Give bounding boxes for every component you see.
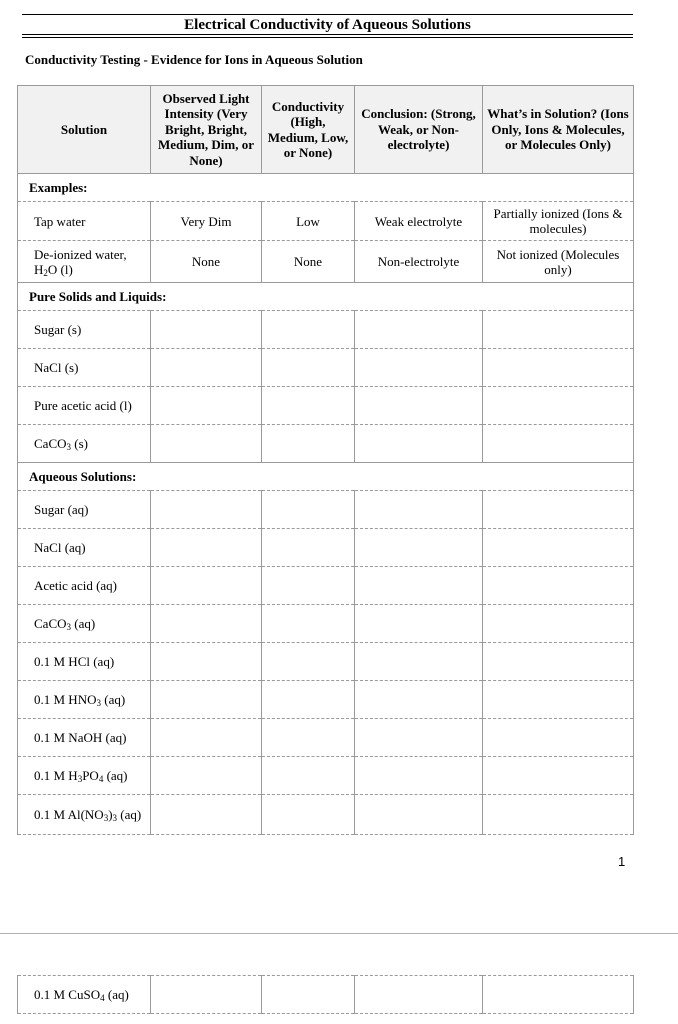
cell-conductivity	[262, 567, 355, 605]
cell-light	[151, 425, 262, 463]
cell-solution	[18, 643, 151, 681]
cell-conductivity: Low	[262, 202, 355, 241]
cell-conclusion	[355, 719, 483, 757]
examples-label: Examples:	[29, 179, 88, 195]
cell-light	[151, 795, 262, 835]
cell-conclusion	[355, 349, 483, 387]
solution-text: O (l)	[47, 261, 73, 277]
solution-text: NaCl (s)	[34, 360, 79, 375]
title-rule-bottom	[22, 34, 633, 35]
table-row	[18, 681, 634, 719]
cell-light	[151, 976, 262, 1014]
cell-contents	[483, 976, 634, 1014]
section-row-examples	[18, 174, 634, 202]
cell-conductivity	[262, 349, 355, 387]
cell-solution: Tap water	[18, 202, 151, 241]
cell-contents	[483, 311, 634, 349]
header-solution: Solution	[18, 86, 151, 174]
cell-solution	[18, 757, 151, 795]
cell-conductivity	[262, 643, 355, 681]
cell-solution	[18, 567, 151, 605]
cell-solution	[18, 719, 151, 757]
cell-contents	[483, 719, 634, 757]
section-row-aqueous	[18, 463, 634, 491]
cell-conductivity	[262, 719, 355, 757]
cell-light	[151, 567, 262, 605]
solution-text: De-ionized water, H	[34, 246, 127, 277]
table-row	[18, 311, 634, 349]
solution-text: (aq)	[71, 616, 96, 631]
document-title: Electrical Conductivity of Aqueous Solutions	[184, 17, 471, 33]
solution-text: NaCl (aq)	[34, 540, 86, 555]
cell-contents: Not ionized (Molecules only)	[483, 241, 634, 283]
cell-light	[151, 311, 262, 349]
cell-contents	[483, 529, 634, 567]
table-row	[18, 567, 634, 605]
cell-light	[151, 719, 262, 757]
cell-conclusion	[355, 567, 483, 605]
section-label-pure: Pure Solids and Liquids:	[18, 283, 634, 311]
table-body-continued	[18, 976, 634, 1014]
cell-conductivity	[262, 681, 355, 719]
cell-contents	[483, 349, 634, 387]
table-row	[18, 976, 634, 1014]
cell-light	[151, 491, 262, 529]
cell-conductivity	[262, 387, 355, 425]
solution-text: Pure acetic acid (l)	[34, 398, 132, 413]
cell-conclusion	[355, 681, 483, 719]
cell-conclusion	[355, 425, 483, 463]
table-row	[18, 349, 634, 387]
cell-contents	[483, 643, 634, 681]
cell-contents	[483, 567, 634, 605]
table-row	[18, 241, 634, 283]
table-row	[18, 529, 634, 567]
cell-conclusion	[355, 491, 483, 529]
cell-contents	[483, 795, 634, 835]
cell-conductivity	[262, 976, 355, 1014]
title-rule-bottom-double	[22, 37, 633, 38]
solution-text: PO	[82, 768, 99, 783]
cell-solution	[18, 311, 151, 349]
table-row	[18, 605, 634, 643]
cell-conclusion: Weak electrolyte	[355, 202, 483, 241]
cell-conductivity	[262, 425, 355, 463]
solution-text: 0.1 M H	[34, 768, 78, 783]
solution-text: Acetic acid (aq)	[34, 578, 118, 593]
section-row-pure	[18, 283, 634, 311]
solution-text: 0.1 M Al(NO	[34, 807, 104, 822]
section-label-aqueous: Aqueous Solutions:	[18, 463, 634, 491]
cell-conductivity	[262, 757, 355, 795]
cell-light	[151, 349, 262, 387]
cell-conductivity	[262, 311, 355, 349]
cell-solution	[18, 241, 151, 283]
table-header-row	[18, 86, 634, 174]
cell-conductivity	[262, 529, 355, 567]
cell-light: Very Dim	[151, 202, 262, 241]
solution-text: (aq)	[117, 807, 142, 822]
cell-conclusion	[355, 976, 483, 1014]
cell-conclusion: Non-electrolyte	[355, 241, 483, 283]
cell-conclusion	[355, 529, 483, 567]
cell-light	[151, 605, 262, 643]
cell-contents: Partially ionized (Ions & molecules)	[483, 202, 634, 241]
subscript: 4	[98, 774, 104, 784]
header-conductivity: Conductivity (High, Medium, Low, or None)	[262, 86, 355, 174]
conductivity-table-continued	[17, 975, 634, 1014]
solution-text: (s)	[71, 436, 88, 451]
table-row	[18, 757, 634, 795]
cell-light	[151, 643, 262, 681]
header-conclusion: Conclusion: (Strong, Weak, or Non-electrolyte)	[355, 86, 483, 174]
table-body	[18, 174, 634, 835]
cell-light	[151, 387, 262, 425]
header-light-intensity: Observed Light Intensity (Very Bright, Bright, Medium, Dim, or None)	[151, 86, 262, 174]
cell-solution	[18, 387, 151, 425]
cell-solution	[18, 529, 151, 567]
page-break-line	[0, 933, 678, 934]
cell-light	[151, 757, 262, 795]
cell-conductivity	[262, 795, 355, 835]
subscript: 4	[100, 993, 105, 1003]
solution-text: 0.1 M NaOH (aq)	[34, 730, 127, 745]
cell-conclusion	[355, 605, 483, 643]
subscript: 2	[43, 267, 48, 278]
subscript: 3	[77, 774, 83, 784]
solution-text: CaCO	[34, 616, 67, 631]
solution-text: CaCO	[34, 436, 67, 451]
table-row	[18, 387, 634, 425]
cell-light	[151, 681, 262, 719]
table-row	[18, 491, 634, 529]
title-rule-top	[22, 14, 633, 15]
cell-solution	[18, 349, 151, 387]
table-row	[18, 719, 634, 757]
solution-text: )	[108, 807, 113, 822]
conductivity-table	[17, 85, 634, 835]
cell-conclusion	[355, 757, 483, 795]
cell-solution	[18, 681, 151, 719]
cell-light: None	[151, 241, 262, 283]
cell-conclusion	[355, 643, 483, 681]
page-number: 1	[618, 854, 626, 869]
cell-contents	[483, 387, 634, 425]
cell-conductivity	[262, 605, 355, 643]
cell-conclusion	[355, 387, 483, 425]
solution-text: (aq)	[100, 692, 126, 707]
solution-text: (aq)	[103, 768, 128, 783]
document-subtitle: Conductivity Testing - Evidence for Ions in Aqueous Solution	[25, 52, 363, 67]
cell-conclusion	[355, 795, 483, 835]
cell-conductivity: None	[262, 241, 355, 283]
subscript: 3	[103, 813, 109, 823]
subscript: 3	[112, 813, 118, 823]
header-whats-in-solution: What’s in Solution? (Ions Only, Ions & Molecules, or Molecules Only)	[483, 86, 634, 174]
solution-text: Sugar (s)	[34, 322, 82, 337]
table-row	[18, 202, 634, 241]
cell-contents	[483, 757, 634, 795]
subscript: 3	[66, 622, 71, 632]
solution-text: 0.1 M CuSO	[34, 987, 101, 1002]
solution-text: 0.1 M HNO	[34, 692, 97, 707]
cell-solution	[18, 605, 151, 643]
subscript: 3	[96, 698, 101, 708]
solution-text: 0.1 M HCl (aq)	[34, 654, 115, 669]
cell-contents	[483, 491, 634, 529]
cell-solution	[18, 491, 151, 529]
table-row	[18, 425, 634, 463]
solution-text: (aq)	[104, 987, 129, 1002]
cell-conclusion	[355, 311, 483, 349]
cell-light	[151, 529, 262, 567]
cell-solution	[18, 976, 151, 1014]
cell-contents	[483, 605, 634, 643]
table-row	[18, 795, 634, 835]
cell-conductivity	[262, 491, 355, 529]
section-label-examples	[18, 174, 634, 202]
cell-solution	[18, 425, 151, 463]
cell-contents	[483, 681, 634, 719]
table-row	[18, 643, 634, 681]
cell-solution	[18, 795, 151, 835]
subscript: 3	[66, 442, 71, 452]
solution-text: Sugar (aq)	[34, 502, 89, 517]
cell-contents	[483, 425, 634, 463]
